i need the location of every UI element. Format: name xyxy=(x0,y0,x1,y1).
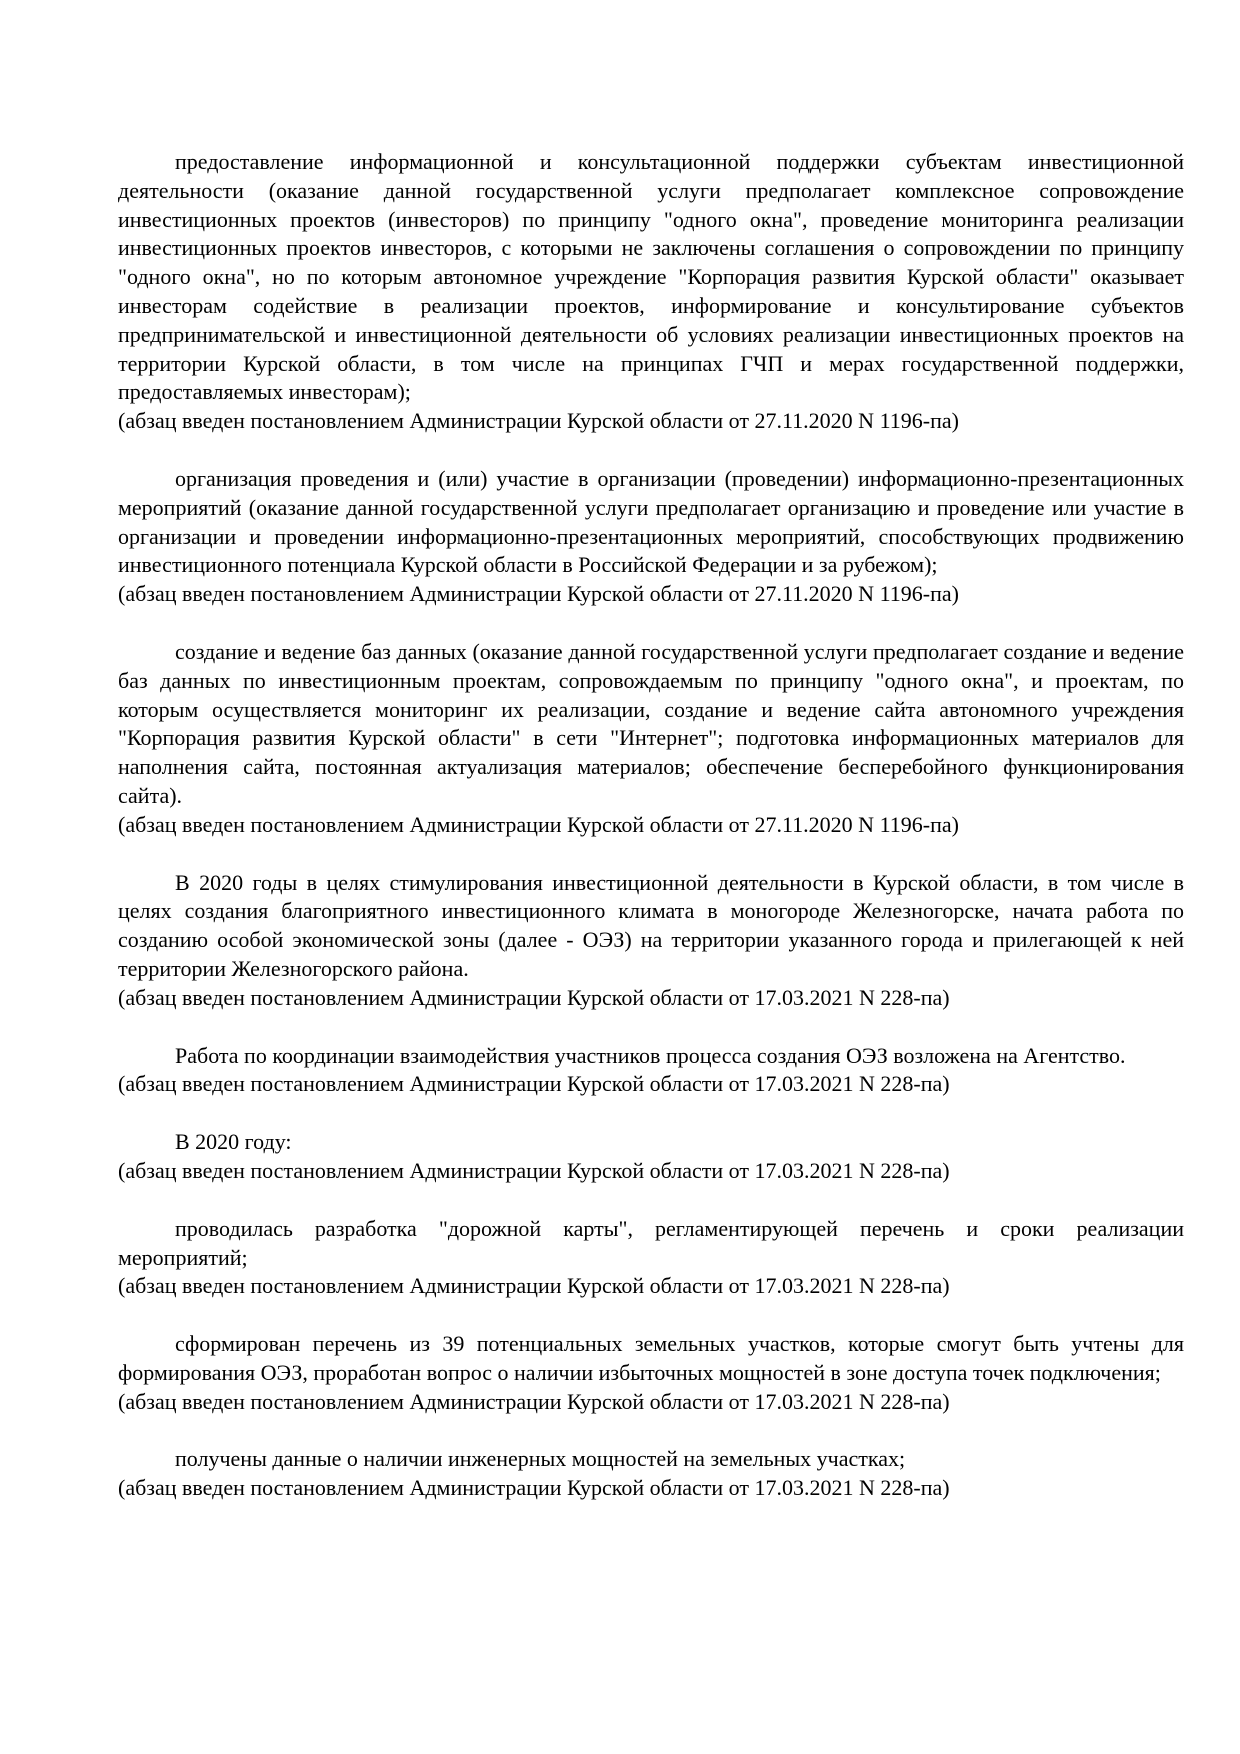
paragraph-text: Работа по координации взаимодействия участников процесса создания ОЭЗ возложена на Агентство. xyxy=(175,1042,1126,1068)
amendment-note: (абзац введен постановлением Администрации Курской области от 27.11.2020 N 1196-па) xyxy=(118,581,959,607)
paragraph-text: сформирован перечень из 39 потенциальных земельных участков, которые смогут быть учтены для формирования ОЭЗ, проработан вопрос о наличии избыточных мощностей в зоне доступа точек подключения; xyxy=(118,1331,1184,1385)
paragraph-block xyxy=(118,148,1184,436)
paragraph-block xyxy=(118,1330,1184,1416)
amendment-note: (абзац введен постановлением Администрации Курской области от 17.03.2021 N 228-па) xyxy=(118,1157,950,1183)
paragraph-block xyxy=(118,465,1184,609)
paragraph-text: получены данные о наличии инженерных мощностей на земельных участках; xyxy=(175,1446,906,1472)
paragraph-block xyxy=(118,1128,1184,1186)
paragraph-text: организация проведения и (или) участие в организации (проведении) информационно-презентационных мероприятий (оказание данной государственной услуги предполагает организацию и проведение или участие в организации и проведении информационно-презентационных мероприятий, способствующих продвижению инвестиционного потенциала Курской области в Российской Федерации и за рубежом); xyxy=(118,465,1184,578)
document-page xyxy=(118,148,1184,1503)
amendment-note: (абзац введен постановлением Администрации Курской области от 27.11.2020 N 1196-па) xyxy=(118,408,959,434)
amendment-note: (абзац введен постановлением Администрации Курской области от 17.03.2021 N 228-па) xyxy=(118,1475,950,1501)
paragraph-block xyxy=(118,1445,1184,1503)
paragraph-block xyxy=(118,869,1184,1013)
amendment-note: (абзац введен постановлением Администрации Курской области от 17.03.2021 N 228-па) xyxy=(118,1071,950,1097)
amendment-note: (абзац введен постановлением Администрации Курской области от 17.03.2021 N 228-па) xyxy=(118,984,950,1010)
paragraph-block xyxy=(118,1042,1184,1100)
amendment-note: (абзац введен постановлением Администрации Курской области от 17.03.2021 N 228-па) xyxy=(118,1273,950,1299)
paragraph-text: В 2020 году: xyxy=(175,1129,292,1155)
amendment-note: (абзац введен постановлением Администрации Курской области от 27.11.2020 N 1196-па) xyxy=(118,811,959,837)
paragraph-text: проводилась разработка "дорожной карты", регламентирующей перечень и сроки реализации мероприятий; xyxy=(118,1215,1184,1270)
amendment-note: (абзац введен постановлением Администрации Курской области от 17.03.2021 N 228-па) xyxy=(118,1388,950,1414)
paragraph-text: создание и ведение баз данных (оказание данной государственной услуги предполагает создание и ведение баз данных по инвестиционным проектам, сопровождаемым по принципу "одного окна", и проектам, по которым осуществляется мониторинг их реализации, создание и ведение сайта автономного учреждения "Корпорация развития Курской области" в сети "Интернет"; подготовка информационных материалов для наполнения сайта, постоянная актуализация материалов; обеспечение бесперебойного функционирования сайта). xyxy=(118,638,1184,808)
paragraph-text: предоставление информационной и консультационной поддержки субъектам инвестиционной деятельности (оказание данной государственной услуги предполагает комплексное сопровождение инвестиционных проектов (инвесторов) по принципу "одного окна", проведение мониторинга реализации инвестиционных проектов инвесторов, с которыми не заключены соглашения о сопровождении по принципу "одного окна", но по которым автономное учреждение "Корпорация развития Курской области" оказывает инвесторам содействие в реализации проектов, информирование и консультирование субъектов предпринимательской и инвестиционной деятельности об условиях реализации инвестиционных проектов на территории Курской области, в том числе на принципах ГЧП и мерах государственной поддержки, предоставляемых инвесторам); xyxy=(118,149,1184,405)
paragraph-text: В 2020 годы в целях стимулирования инвестиционной деятельности в Курской области, в том числе в целях создания благоприятного инвестиционного климата в моногороде Железногорске, начата работа по созданию особой экономической зоны (далее - ОЭЗ) на территории указанного города и прилегающей к ней территории Железногорского района. xyxy=(118,869,1184,981)
paragraph-block xyxy=(118,638,1184,840)
paragraph-block xyxy=(118,1215,1184,1301)
